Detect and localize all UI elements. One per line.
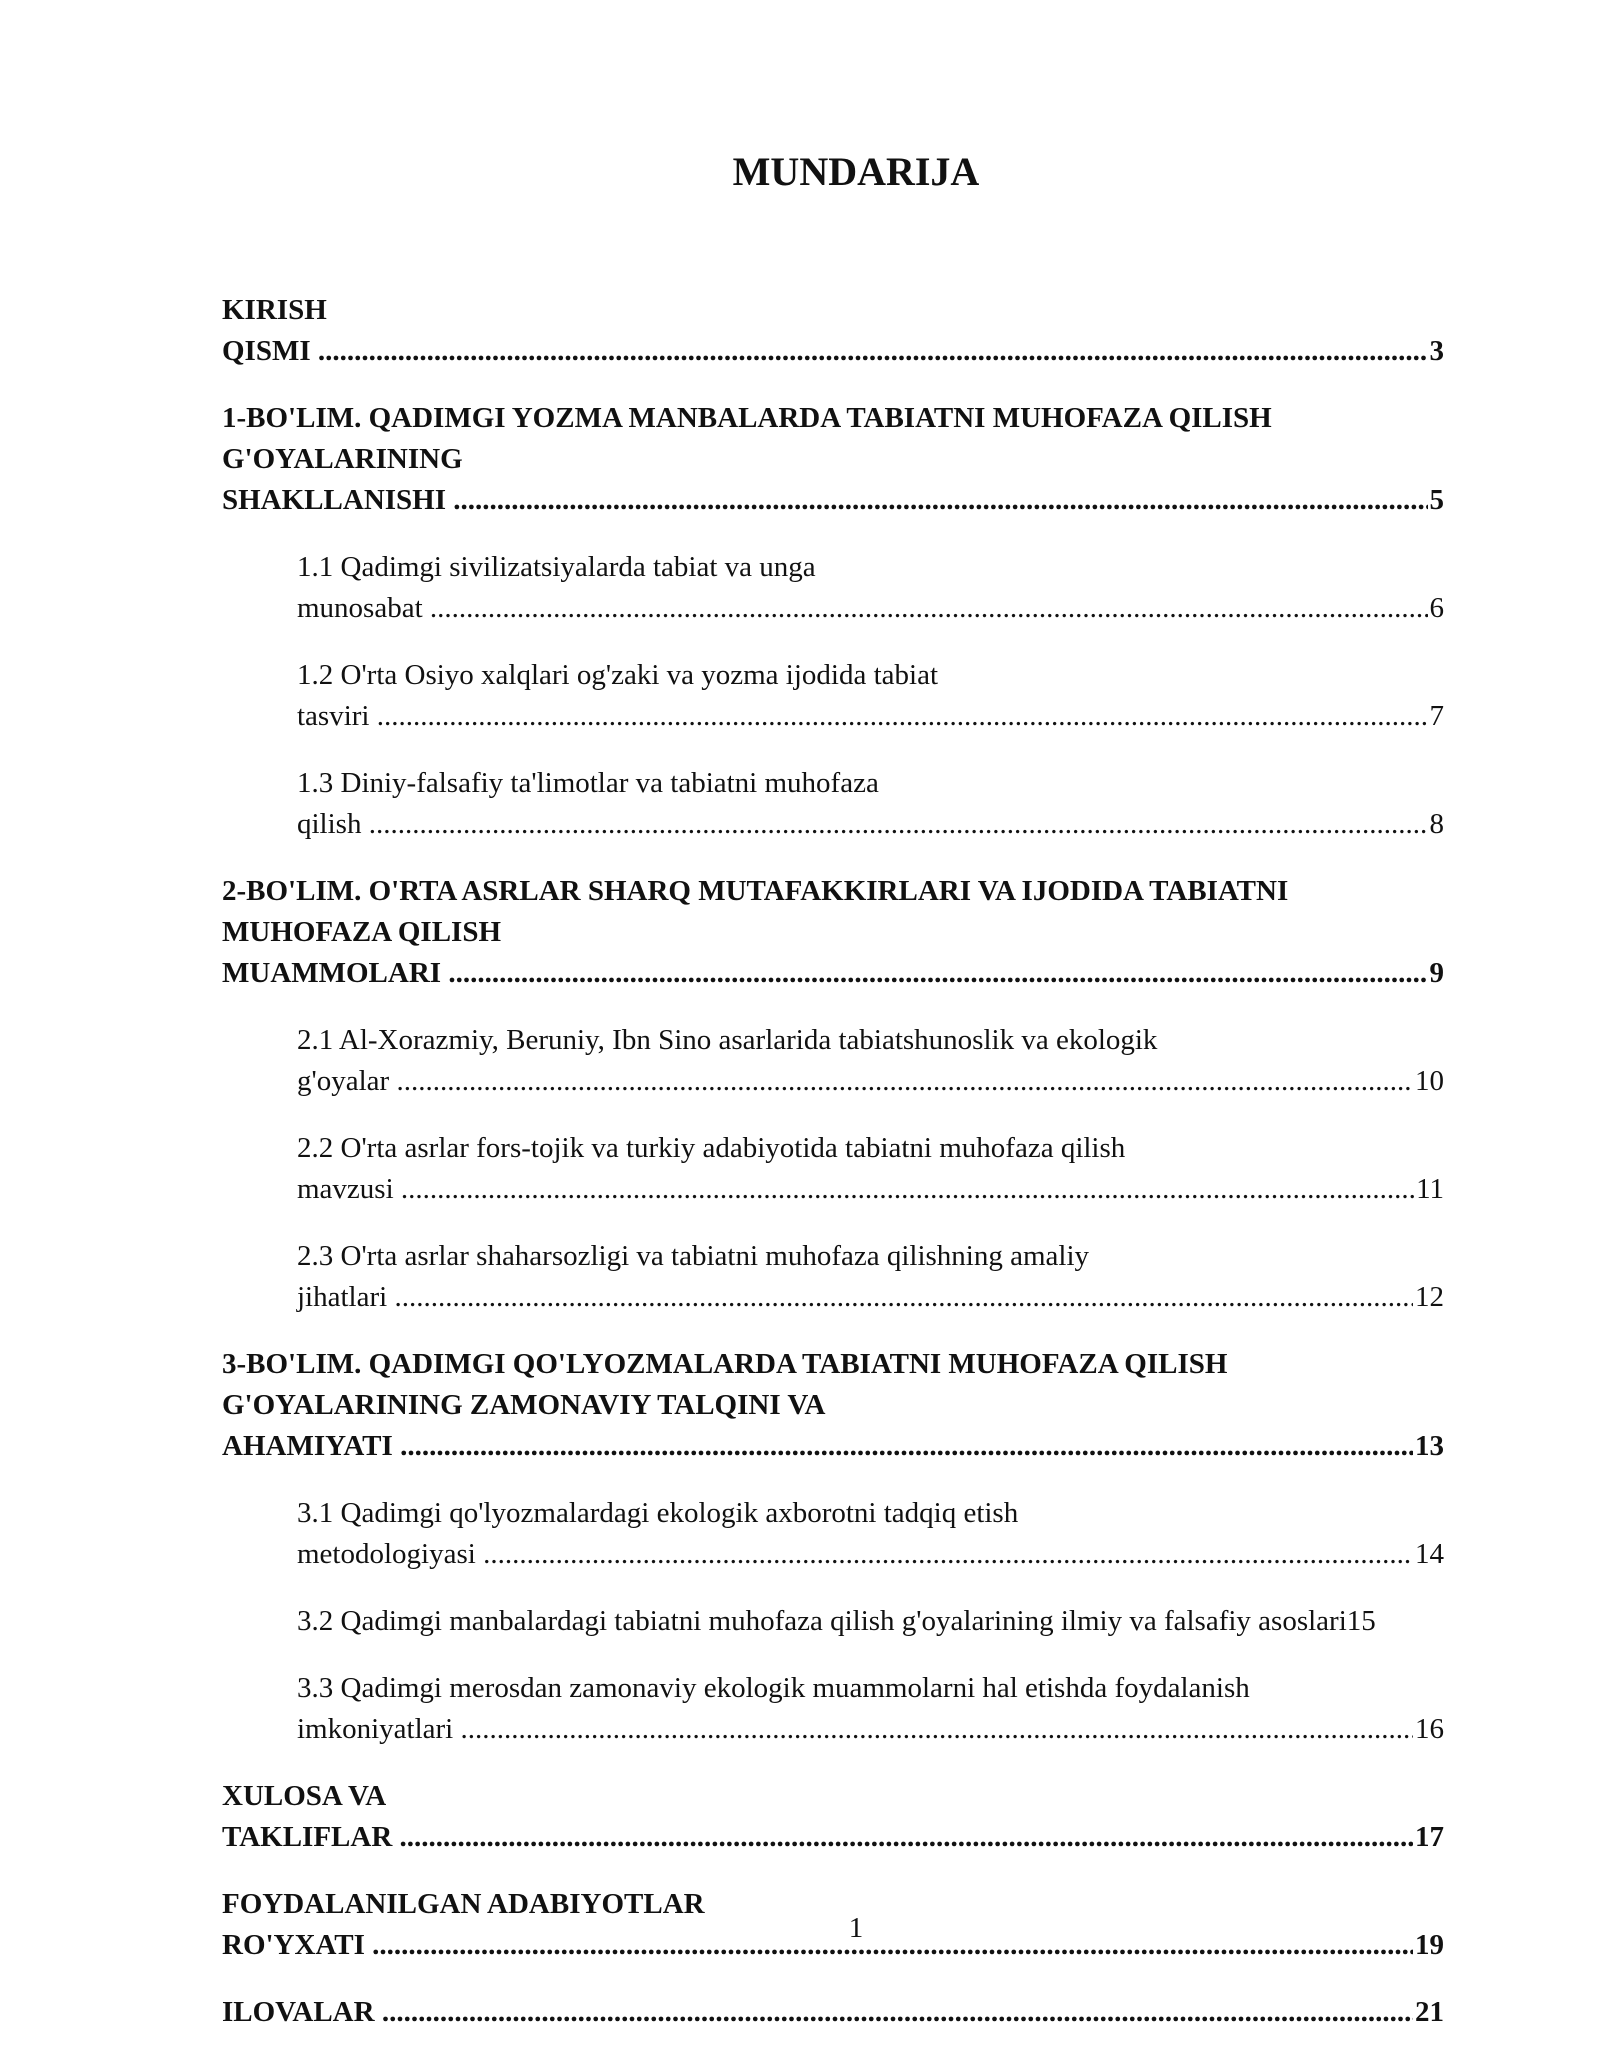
toc-entry-page: 3 — [1428, 331, 1445, 372]
toc-entry-3-3[interactable] — [222, 1668, 1444, 1750]
toc-entry-2-3[interactable] — [222, 1236, 1444, 1318]
toc-entry-section-1[interactable] — [222, 398, 1444, 521]
toc-entry-page: 5 — [1428, 480, 1445, 521]
toc-entry-page: 16 — [1413, 1709, 1444, 1750]
toc-entry-page: 12 — [1413, 1277, 1444, 1318]
toc-entry-title: 3.2 Qadimgi manbalardagi tabiatni muhofaza qilish g'oyalarining ilmiy va falsafiy asoslari — [297, 1605, 1347, 1637]
toc-entry-1-3[interactable] — [222, 763, 1444, 845]
toc-entry-page: 11 — [1414, 1169, 1444, 1210]
toc-entry-title: 2.3 O'rta asrlar shaharsozligi va tabiatni muhofaza qilishning amaliy jihatlari ..... — [297, 1240, 1444, 1313]
toc-entry-2-1[interactable] — [222, 1020, 1444, 1102]
toc-entry-title: 2.1 Al-Xorazmiy, Beruniy, Ibn Sino asarlarida tabiatshunoslik va ekologik g'oyalar ..... — [297, 1024, 1444, 1097]
toc-entry-3-2[interactable] — [222, 1601, 1444, 1642]
toc-entry-page: 7 — [1428, 696, 1445, 737]
toc-entry-3-1[interactable] — [222, 1493, 1444, 1575]
toc-entry-title: XULOSA VA TAKLIFLAR ..... — [222, 1780, 1444, 1853]
toc-entry-page: 8 — [1428, 804, 1445, 845]
toc-entry-title: 1.3 Diniy-falsafiy ta'limotlar va tabiatni muhofaza qilish ..... — [297, 767, 1444, 840]
toc-entry-title: 1.2 O'rta Osiyo xalqlari og'zaki va yozma ijodida tabiat tasviri ..... — [297, 659, 1444, 732]
toc-entry-title: 3-BO'LIM. QADIMGI QO'LYOZMALARDA TABIATNI MUHOFAZA QILISH G'OYALARINING ZAMONAVIY TALQINI VA AHAMIYATI ..... — [222, 1348, 1444, 1462]
toc-entry-title: 1.1 Qadimgi sivilizatsiyalarda tabiat va unga munosabat ..... — [297, 551, 1444, 624]
toc-entry-section-2[interactable] — [222, 871, 1444, 994]
toc-entry-1-2[interactable] — [222, 655, 1444, 737]
toc-entry-page: 6 — [1428, 588, 1445, 629]
toc-entry-section-3[interactable] — [222, 1344, 1444, 1467]
toc-entry-title: 1-BO'LIM. QADIMGI YOZMA MANBALARDA TABIATNI MUHOFAZA QILISH G'OYALARINING SHAKLLANISHI ..... — [222, 402, 1444, 516]
toc-entry-page: 19 — [1413, 1925, 1444, 1966]
toc-entry-page: 14 — [1413, 1534, 1444, 1575]
toc-entry-1-1[interactable] — [222, 547, 1444, 629]
toc-entry-title: 3.1 Qadimgi qo'lyozmalardagi ekologik axborotni tadqiq etish metodologiyasi ..... — [297, 1497, 1444, 1570]
toc-entry-page: 17 — [1413, 1817, 1444, 1858]
toc-entry-2-2[interactable] — [222, 1128, 1444, 1210]
toc-entry-page: 10 — [1413, 1061, 1444, 1102]
toc-entry-title: 3.3 Qadimgi merosdan zamonaviy ekologik muammolarni hal etishda foydalanish imkoniyatlari ..... — [297, 1672, 1444, 1745]
toc-entry-page: 13 — [1413, 1426, 1444, 1467]
toc-entry-title: ILOVALAR ..... — [222, 1996, 1444, 2028]
toc-entry-xulosa[interactable] — [222, 1776, 1444, 1858]
toc-entry-page: 15 — [1346, 1605, 1376, 1637]
toc-entry-page: 9 — [1428, 953, 1445, 994]
toc-entry-page: 21 — [1413, 1992, 1444, 2033]
toc-entry-title: 2-BO'LIM. O'RTA ASRLAR SHARQ MUTAFAKKIRLARI VA IJODIDA TABIATNI MUHOFAZA QILISH MUAMMOLARI ..... — [222, 875, 1444, 989]
toc-entry-title: FOYDALANILGAN ADABIYOTLAR RO'YXATI ..... — [222, 1888, 1444, 1961]
toc-entry-title: KIRISH QISMI ..... — [222, 294, 1444, 367]
toc-entry-kirish[interactable] — [222, 290, 1444, 372]
page-title: MUNDARIJA — [732, 149, 980, 194]
toc-entry-ilovalar[interactable] — [222, 1992, 1444, 2033]
toc-entry-title: 2.2 O'rta asrlar fors-tojik va turkiy adabiyotida tabiatni muhofaza qilish mavzusi ..... — [297, 1132, 1444, 1205]
table-of-contents — [222, 290, 1444, 2059]
page-number: 1 — [848, 1912, 864, 1944]
